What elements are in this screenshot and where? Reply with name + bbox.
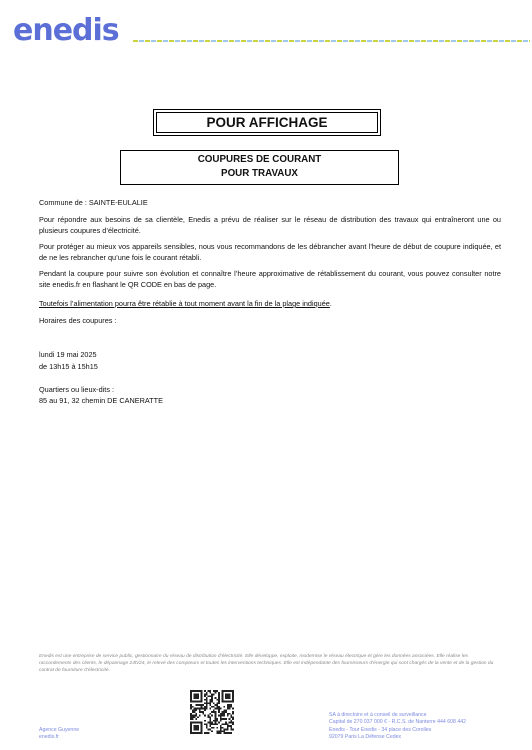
paragraph-besoins: Pour répondre aux besoins de sa clientèle, Enedis a prévu de réaliser sur le réseau de distribution des travaux qui entraîneront une ou plusieurs coupures d’électricité. xyxy=(39,215,501,235)
coupures-title-box xyxy=(120,150,399,185)
coupures-title-line1: COUPURES DE COURANT xyxy=(197,154,322,165)
affichage-banner xyxy=(153,109,381,136)
coupure-time: de 13h15 à 15h15 xyxy=(39,362,98,371)
footer-company-block xyxy=(329,712,466,742)
enedis-logo xyxy=(13,14,131,44)
footer-company-line2: Capital de 270 037 000 € - R.C.S. de Nanterre 444 608 442 xyxy=(329,719,466,726)
footer-legal-text: Enedis est une entreprise de service public, gestionnaire du réseau de distribution d’électricité. Elle développe, exploite, modernise le réseau électrique et gère les données associées. Elle réalise les raccordements des clients, le dépannage 24h/24, le relevé des compteurs et toutes les interventions techniques. Elle est indépendante des fournisseurs d’énergie qui sont chargés de la vente et de la gestion du contrat de fourniture d’électricité. xyxy=(39,654,494,674)
warning-period: . xyxy=(329,299,332,308)
footer-company-line4: 92079 Paris La Défense Cedex xyxy=(329,734,402,741)
commune-line: Commune de : SAINTE-EULALIE xyxy=(39,198,148,207)
paragraph-appareils: Pour protéger au mieux vos appareils sensibles, nous vous recommandons de les débrancher avant l’heure de début de coupure indiquée, et de ne les rebrancher qu’une fois le courant rétabli. xyxy=(39,242,501,262)
footer-company-line3: Enedis - Tour Enedis - 34 place des Corolles xyxy=(329,726,432,733)
header-decorative-line xyxy=(133,40,530,42)
coupures-title-line2: POUR TRAVAUX xyxy=(221,168,298,179)
footer-agency: Agence Guyenne xyxy=(39,727,80,733)
footer-agency-block xyxy=(39,727,79,742)
coupure-date: lundi 19 mai 2025 xyxy=(39,350,97,359)
quartiers-address: 85 au 91, 32 chemin DE CANERATTE xyxy=(39,396,163,405)
warning-line xyxy=(39,299,501,310)
quartiers-label: Quartiers ou lieux-dits : xyxy=(39,385,115,394)
paragraph-suivi: Pendant la coupure pour suivre son évolution et connaître l’heure approximative de rétablissement du courant, vous pouvez consulter notre site enedis.fr en flashant le QR CODE en bas de page. xyxy=(39,269,501,289)
footer-website-link[interactable]: enedis.fr xyxy=(39,734,59,741)
warning-underlined-text: Toutefois l’alimentation pourra être rétablie à tout moment avant la fin de la plage indiquée xyxy=(39,299,330,308)
footer-company-line1: SA à directoire et à conseil de surveillance xyxy=(329,712,427,718)
qr-code[interactable] xyxy=(190,690,234,734)
horaires-label: Horaires des coupures : xyxy=(39,316,117,325)
affichage-banner-text: POUR AFFICHAGE xyxy=(156,112,378,133)
enedis-logo-text: enedis xyxy=(13,14,119,44)
